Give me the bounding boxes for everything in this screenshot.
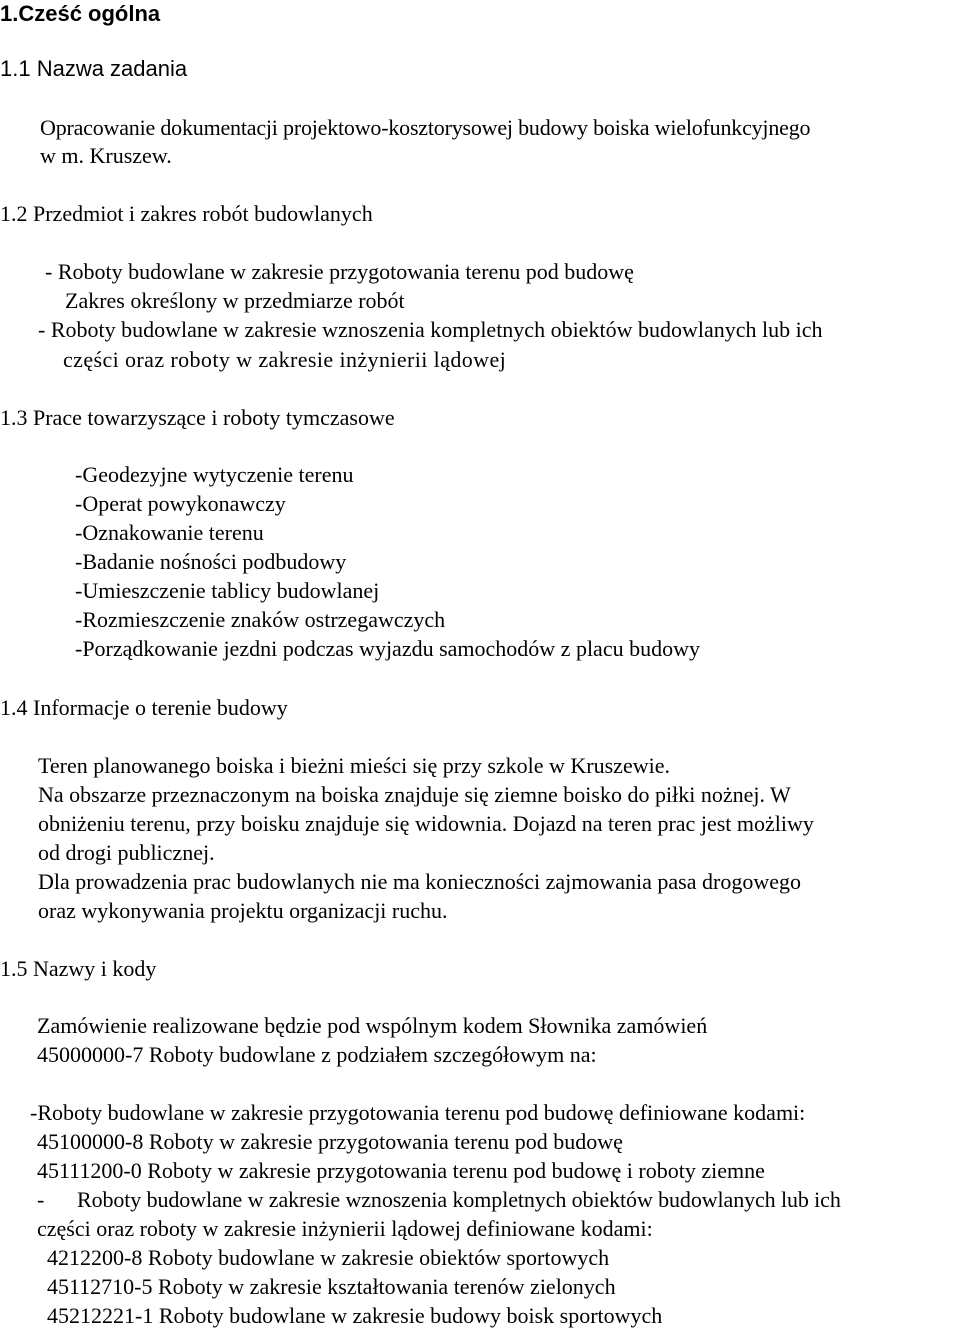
section-1-5-dash: - [37, 1187, 45, 1212]
section-1-5-code-line: 45112710-5 Roboty w zakresie kształtowania terenów zielonych [47, 1274, 616, 1299]
section-1-5-code-line: 4212200-8 Roboty budowlane w zakresie obiektów sportowych [47, 1245, 610, 1270]
section-1-3-list-item: -Geodezyjne wytyczenie terenu [75, 462, 354, 487]
section-1-2-text-line: - Roboty budowlane w zakresie wznoszenia kompletnych obiektów budowlanych lub ich [38, 317, 823, 342]
section-1-2-text-line: części oraz roboty w zakresie inżynierii lądowej [63, 347, 507, 372]
section-1-1-text-line: Opracowanie dokumentacji projektowo-kosztorysowej budowy boiska wielofunkcyjnego [40, 115, 811, 140]
section-1-5-heading: 1.5 Nazwy i kody [0, 956, 157, 981]
section-1-3-list-item: -Porządkowanie jezdni podczas wyjazdu samochodów z placu budowy [75, 636, 700, 661]
section-1-5-text-line: części oraz roboty w zakresie inżynierii lądowej definiowane kodami: [37, 1216, 653, 1241]
section-1-5-text-line: 45111200-0 Roboty w zakresie przygotowania terenu pod budowę i roboty ziemne [37, 1158, 765, 1183]
section-1-1-text-line: w m. Kruszew. [40, 143, 172, 168]
section-1-3-list-item: -Oznakowanie terenu [75, 520, 264, 545]
section-1-4-text-line: Dla prowadzenia prac budowlanych nie ma konieczności zajmowania pasa drogowego [38, 869, 801, 894]
section-1-5-text-line: 45100000-8 Roboty w zakresie przygotowania terenu pod budowę [37, 1129, 623, 1154]
section-1-4-heading: 1.4 Informacje o terenie budowy [0, 695, 288, 720]
section-1-1-heading: 1.1 Nazwa zadania [0, 56, 188, 81]
section-1-3-list-item: -Rozmieszczenie znaków ostrzegawczych [75, 607, 446, 632]
section-1-5-text-line: -Roboty budowlane w zakresie przygotowania terenu pod budowę definiowane kodami: [30, 1100, 806, 1125]
section-1-4-text-line: oraz wykonywania projektu organizacji ruchu. [38, 898, 448, 923]
document-title: 1.Cześć ogólna [0, 1, 161, 26]
section-1-4-text-line: Na obszarze przeznaczonym na boiska znajduje się ziemne boisko do piłki nożnej. W [38, 782, 791, 807]
section-1-3-list-item: -Operat powykonawczy [75, 491, 286, 516]
section-1-4-text-line: od drogi publicznej. [38, 840, 215, 865]
section-1-3-list-item: -Umieszczenie tablicy budowlanej [75, 578, 380, 603]
section-1-2-heading: 1.2 Przedmiot i zakres robót budowlanych [0, 201, 373, 226]
section-1-5-code-line: 45212221-1 Roboty budowlane w zakresie budowy boisk sportowych [47, 1303, 663, 1328]
section-1-4-text-line: Teren planowanego boiska i bieżni mieści się przy szkole w Kruszewie. [38, 753, 670, 778]
section-1-5-text-line: Zamówienie realizowane będzie pod wspólnym kodem Słownika zamówień [37, 1013, 708, 1038]
section-1-3-heading: 1.3 Prace towarzyszące i roboty tymczasowe [0, 405, 395, 430]
section-1-4-text-line: obniżeniu terenu, przy boisku znajduje się widownia. Dojazd na teren prac jest możliwy [38, 811, 814, 836]
section-1-2-text-line: - Roboty budowlane w zakresie przygotowania terenu pod budowę [45, 259, 634, 284]
section-1-3-list-item: -Badanie nośności podbudowy [75, 549, 347, 574]
section-1-5-text-line: 45000000-7 Roboty budowlane z podziałem szczegółowym na: [37, 1042, 597, 1067]
section-1-2-text-line: Zakres określony w przedmiarze robót [65, 288, 405, 313]
section-1-5-text-line: Roboty budowlane w zakresie wznoszenia kompletnych obiektów budowlanych lub ich [77, 1187, 841, 1212]
